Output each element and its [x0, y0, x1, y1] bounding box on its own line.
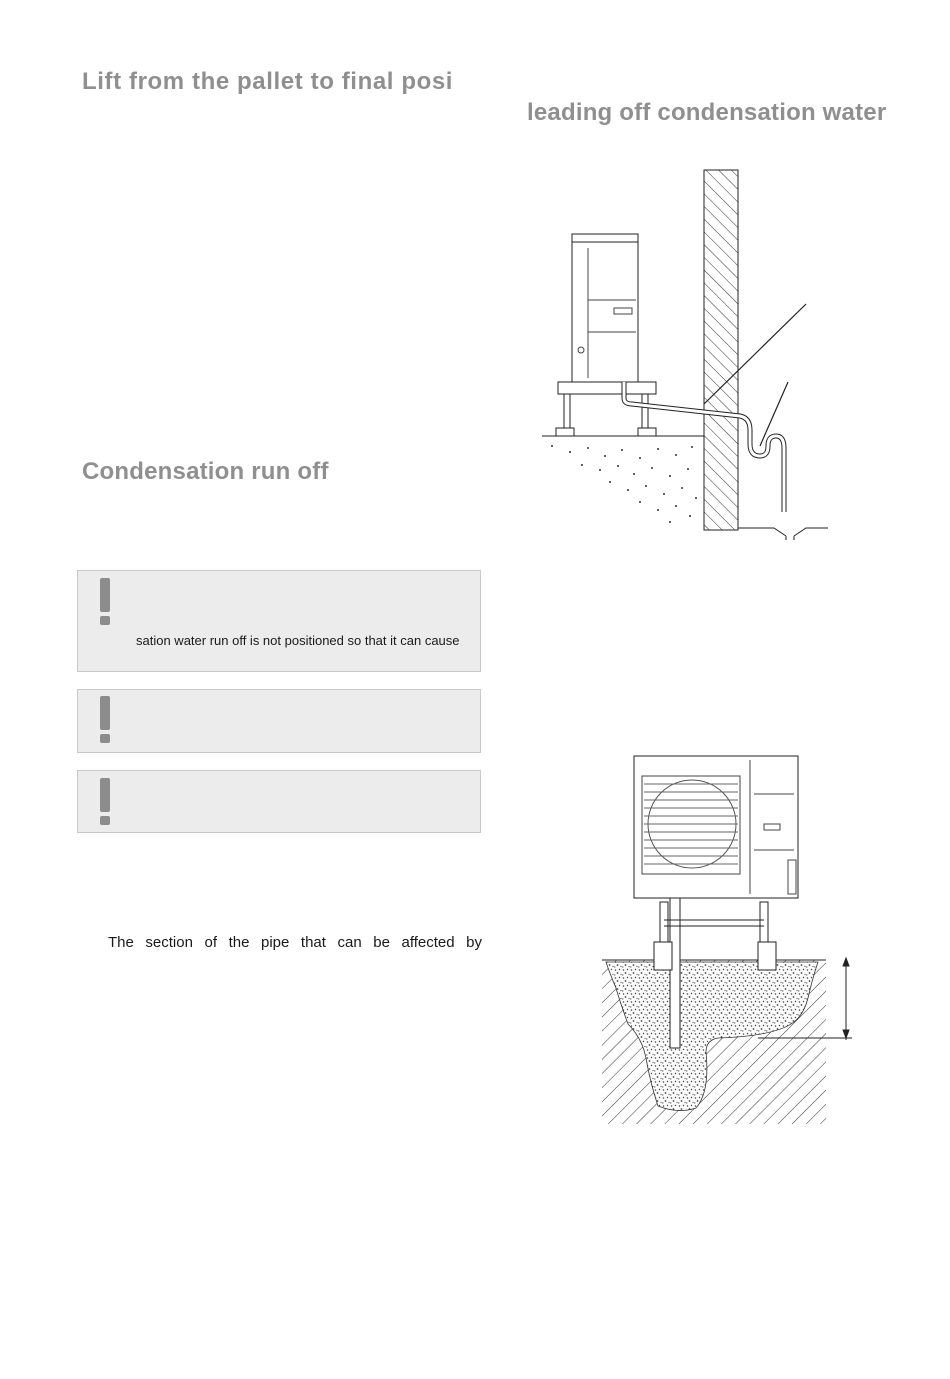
condensation-drain-illustration — [530, 160, 840, 550]
section-heading-condensation: Condensation run off — [82, 458, 329, 485]
warning-box — [77, 770, 481, 833]
foundation-illustration — [598, 752, 858, 1128]
section-heading-leading-off: leading off condensation water — [527, 99, 887, 126]
exclamation-icon — [100, 778, 112, 825]
exclamation-icon — [100, 696, 112, 743]
warning-box — [77, 689, 481, 753]
exclamation-icon — [100, 578, 112, 625]
warning-text: sation water run off is not positioned so that it can cause — [136, 633, 460, 648]
gravel-fill — [551, 445, 697, 523]
pipe-paragraph: The section of the pipe that can be affected by — [108, 934, 482, 951]
section-heading-lift: Lift from the pallet to final posi — [82, 68, 454, 95]
warning-box — [77, 570, 481, 672]
wall — [704, 170, 738, 530]
